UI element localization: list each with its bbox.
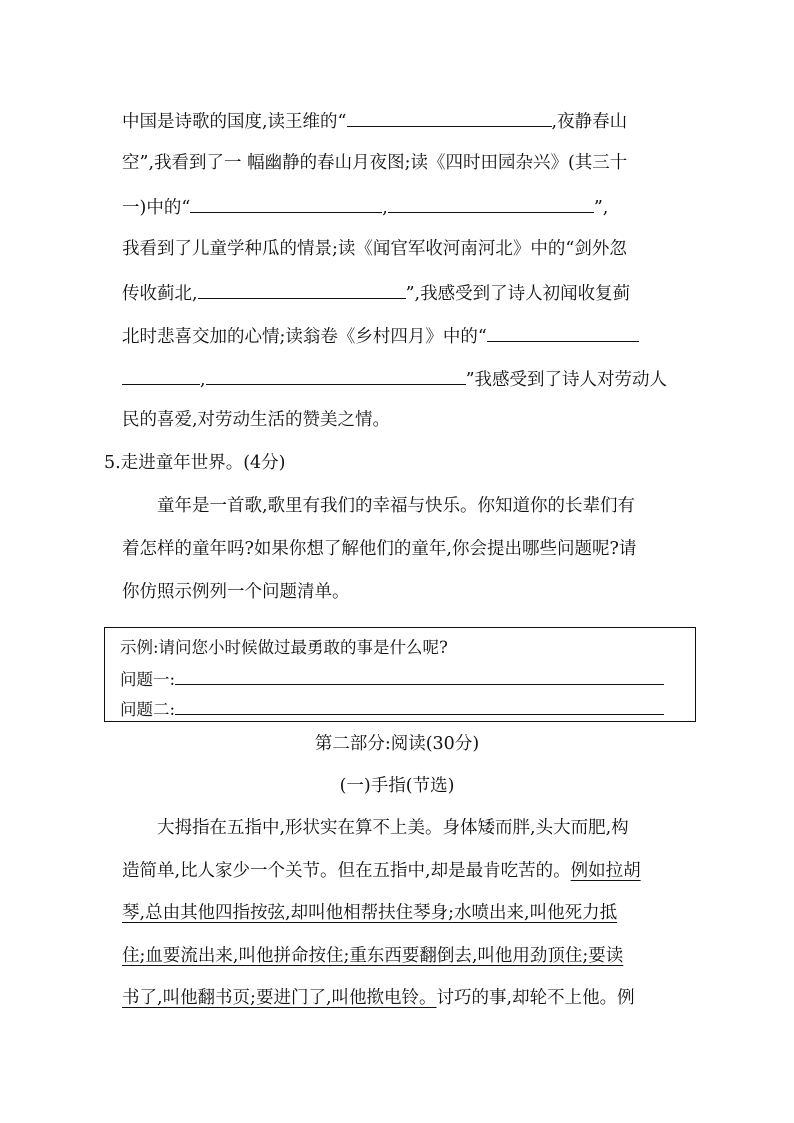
question-5-title: 5.走进童年世界。(4分) — [104, 453, 286, 473]
passage-line-4 — [122, 944, 623, 968]
poem-line-3 — [122, 194, 608, 218]
underlined-text: 书了,叫他翻书页;要进门了,叫他揿电铃。 — [122, 988, 437, 1008]
text: ”,我感受到了诗人初闻收复蓟 — [405, 284, 631, 304]
text: , — [382, 198, 388, 218]
text: ,夜静春山 — [551, 112, 628, 132]
question-5-text-1: 童年是一首歌,歌里有我们的幸福与快乐。你知道你的长辈们有 — [157, 496, 636, 516]
passage-line-2 — [122, 859, 641, 883]
question-2-label: 问题二: — [120, 700, 176, 719]
poem-line-2: 空”,我看到了一 幅幽静的春山月夜图;读《四时田园杂兴》(其三十 — [122, 153, 628, 173]
text: 北时悲喜交加的心情;读翁卷《乡村四月》中的“ — [122, 327, 487, 347]
poem-line-1 — [122, 108, 627, 132]
question-1-row — [120, 666, 664, 690]
text: 一)中的“ — [122, 198, 191, 218]
answer-blank[interactable] — [206, 366, 466, 385]
answer-blank[interactable] — [487, 323, 639, 342]
text: 中国是诗歌的国度,读王维的“ — [122, 112, 347, 132]
poem-line-7 — [122, 366, 667, 390]
answer-blank[interactable] — [198, 280, 406, 299]
underlined-text: 住;血要流出来,叫他拼命按住;重东西要翻倒去,叫他用劲顶住;要读 — [122, 946, 624, 966]
poem-line-6 — [122, 323, 639, 347]
question-2-row — [120, 696, 664, 720]
underlined-text: 琴,总由其他四指按弦,却叫他相帮扶住琴身;水喷出来,叫他死力抵 — [122, 903, 618, 923]
text: ”我感受到了诗人对劳动人 — [465, 370, 668, 390]
answer-blank[interactable] — [347, 108, 552, 127]
reading-passage-title: (一)手指(节选) — [339, 776, 455, 796]
question-1-label: 问题一: — [120, 670, 176, 689]
question-5-text-3: 你仿照示例列一个问题清单。 — [122, 582, 350, 602]
text: ”, — [593, 198, 609, 218]
passage-line-1: 大拇指在五指中,形状实在算不上美。身体矮而胖,头大而肥,构 — [157, 818, 629, 838]
text: 传收蓟北, — [122, 284, 198, 304]
question-5-text-2: 着怎样的童年吗?如果你想了解他们的童年,你会提出哪些问题呢?请 — [122, 539, 637, 559]
answer-blank[interactable] — [190, 194, 382, 213]
answer-blank[interactable] — [388, 194, 594, 213]
passage-line-5 — [122, 986, 635, 1010]
example-question: 示例:请问您小时候做过最勇敢的事是什么呢? — [120, 638, 448, 657]
poem-line-8: 民的喜爱,对劳动生活的赞美之情。 — [122, 410, 391, 430]
answer-blank[interactable] — [122, 366, 200, 385]
text: , — [200, 370, 206, 390]
question-1-answer[interactable] — [175, 666, 664, 685]
poem-line-5 — [122, 280, 630, 304]
passage-line-3 — [122, 901, 617, 925]
text: 造简单,比人家少一个关节。但在五指中,却是最肯吃苦的。 — [122, 861, 571, 881]
poem-line-4: 我看到了儿童学种瓜的情景;读《闻官军收河南河北》中的“剑外忽 — [122, 239, 627, 259]
question-2-answer[interactable] — [175, 696, 664, 715]
underlined-text: 例如拉胡 — [570, 861, 641, 881]
text: 讨巧的事,却轮不上他。例 — [436, 988, 635, 1008]
part-2-title: 第二部分:阅读(30分) — [314, 734, 480, 754]
